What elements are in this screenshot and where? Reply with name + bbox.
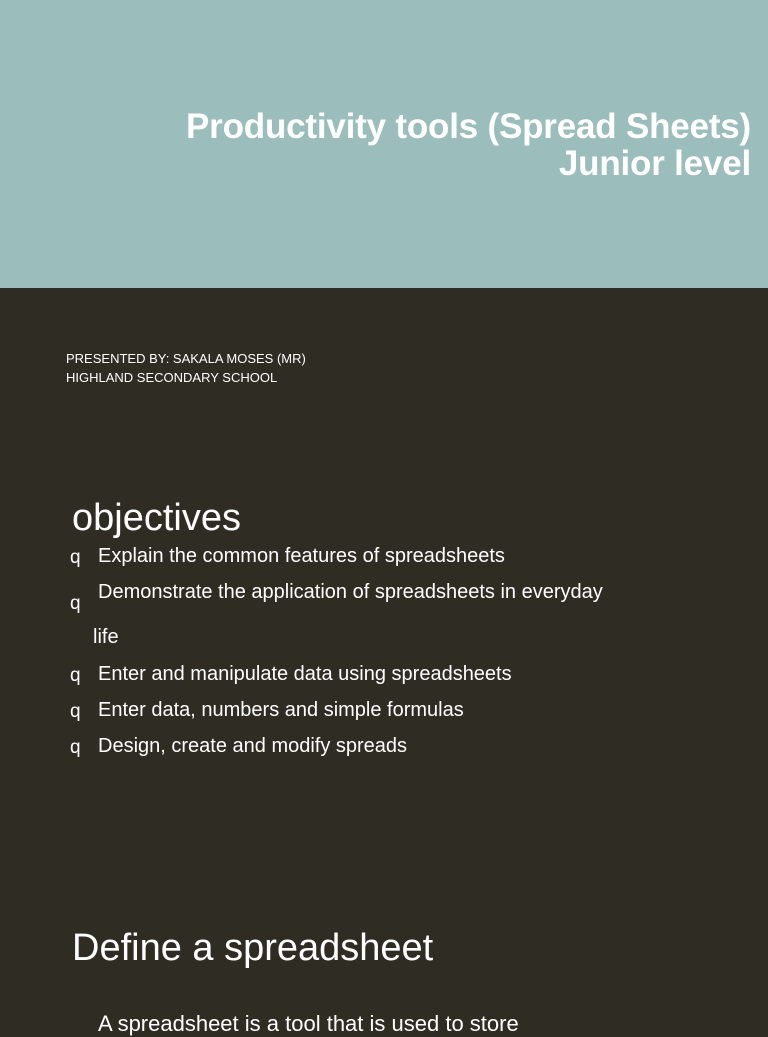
objective-text: Explain the common features of spreadsheets xyxy=(98,545,505,567)
objective-text: Demonstrate the application of spreadsheets in everyday xyxy=(98,581,603,603)
title-line-2: Junior level xyxy=(558,144,751,183)
bullet-marker: q xyxy=(70,701,81,722)
presented-by: PRESENTED BY: SAKALA MOSES (MR) xyxy=(66,351,306,366)
bullet-marker: q xyxy=(70,665,81,686)
bullet-marker: q xyxy=(70,593,81,614)
title-slide-banner xyxy=(0,0,768,288)
school-name: HIGHLAND SECONDARY SCHOOL xyxy=(66,370,278,385)
objective-text: Enter data, numbers and simple formulas xyxy=(98,699,464,721)
objectives-heading: objectives xyxy=(72,497,241,539)
definition-text: A spreadsheet is a tool that is used to store xyxy=(98,1011,519,1036)
title-line-1: Productivity tools (Spread Sheets) xyxy=(186,107,751,146)
bullet-marker: q xyxy=(70,547,81,568)
objective-text: Enter and manipulate data using spreadsheets xyxy=(98,663,512,685)
presenter-info xyxy=(66,349,306,387)
slide-title xyxy=(186,108,751,182)
objective-text-continuation: life xyxy=(93,626,119,648)
definition-heading: Define a spreadsheet xyxy=(72,927,434,969)
objective-text: Design, create and modify spreads xyxy=(98,735,408,757)
bullet-marker: q xyxy=(70,737,81,758)
